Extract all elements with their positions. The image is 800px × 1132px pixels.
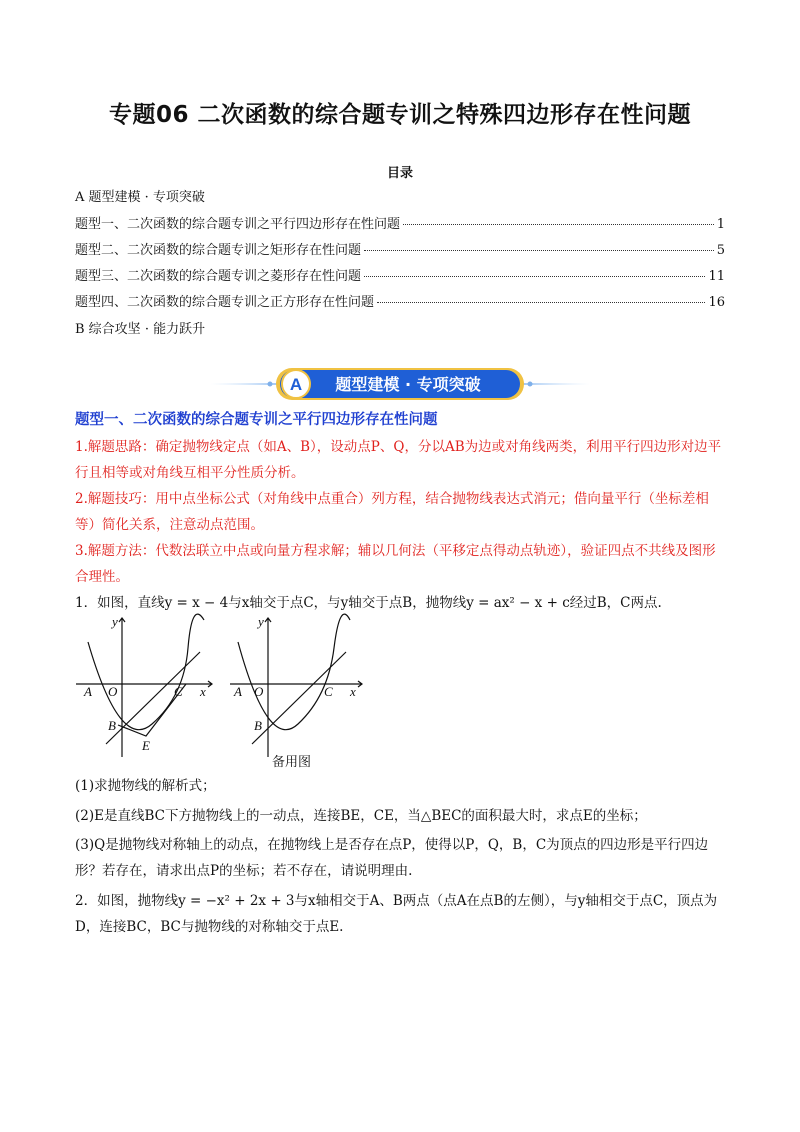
toc-item[interactable] [75,213,725,232]
banner-letter: A [289,375,303,394]
tip-thinking: 1.解题思路：确定抛物线定点（如A、B），设动点P、Q，分以AB为边或对角线两类，利用平行四边形对边平行且相等或对角线互相平分性质分析。 [75,439,722,481]
section-title: 题型一、二次函数的综合题专训之平行四边形存在性问题 [75,412,438,428]
problem1-q2: (2)E是直线BC下方抛物线上的一动点，连接BE，CE，当△BEC的面积最大时，求点E的坐标； [75,808,647,824]
fig1-C-label: C [174,684,183,699]
toc-item-label: 题型四、二次函数的综合题专训之正方形存在性问题 [75,295,375,310]
problem2-stem: 2．如图，抛物线y = −x² + 2x + 3与x轴相交于A、B两点（点A在点B的左侧），与y轴相交于点C，顶点为D，连接BC，BC与抛物线的对称轴交于点E. [75,893,718,935]
fig1-B-label: B [108,718,116,733]
fig2-C-label: C [324,684,333,699]
tip-method: 3.解题方法：代数法联立中点或向量方程求解；辅以几何法（平移定点得动点轨迹），验证四点不共线及图形合理性。 [75,543,716,585]
toc-section-a: A 题型建模 · 专项突破 [75,190,205,205]
toc-leader [364,250,714,251]
fig2-B-label: B [254,718,262,733]
banner-text: 题型建模 · 专项突破 [335,375,481,394]
section-banner [210,364,590,404]
tip-technique: 2.解题技巧：用中点坐标公式（对角线中点重合）列方程，结合抛物线表达式消元；借向量平行（坐标差相等）简化关系，注意动点范围。 [75,491,709,533]
problem1-q1: (1)求抛物线的解析式； [75,778,216,794]
fig2-O-label: O [254,684,264,699]
toc-item-page: 1 [716,217,725,232]
document-title: 专题06 二次函数的综合题专训之特殊四边形存在性问题 [108,102,691,128]
toc-leader [377,302,705,303]
toc-item[interactable] [75,239,725,258]
problem1-figure [72,612,372,772]
fig1-x-label: x [200,684,206,699]
toc-leader [403,224,714,225]
toc-item-page: 11 [708,269,725,284]
toc-item-label: 题型一、二次函数的综合题专训之平行四边形存在性问题 [75,217,401,232]
fig1-A-label: A [84,684,92,699]
fig1-y-label: y [112,614,118,629]
toc-item[interactable] [75,265,725,284]
toc-item[interactable] [75,291,725,310]
toc-item-page: 16 [708,295,725,310]
toc-section-b: B 综合攻坚 · 能力跃升 [75,322,206,337]
fig2-A-label: A [234,684,242,699]
problem1-q3: (3)Q是抛物线对称轴上的动点，在抛物线上是否存在点P，使得以P，Q，B，C为顶点的四边形是平行四边形？若存在，请求出点P的坐标；若不存在，请说明理由. [75,837,709,879]
toc-leader [364,276,705,277]
toc-heading: 目录 [386,166,413,181]
fig-caption: 备用图 [272,755,312,770]
toc-item-label: 题型二、二次函数的综合题专训之矩形存在性问题 [75,243,362,258]
fig2-x-label: x [350,684,356,699]
fig2-y-label: y [258,614,264,629]
problem1-stem: 1．如图，直线y = x − 4与x轴交于点C，与y轴交于点B，抛物线y = ax² − x + c经过B，C两点. [75,595,662,611]
toc-item-page: 5 [716,243,725,258]
fig1-O-label: O [108,684,118,699]
toc-item-label: 题型三、二次函数的综合题专训之菱形存在性问题 [75,269,362,284]
fig1-E-label: E [142,738,150,753]
